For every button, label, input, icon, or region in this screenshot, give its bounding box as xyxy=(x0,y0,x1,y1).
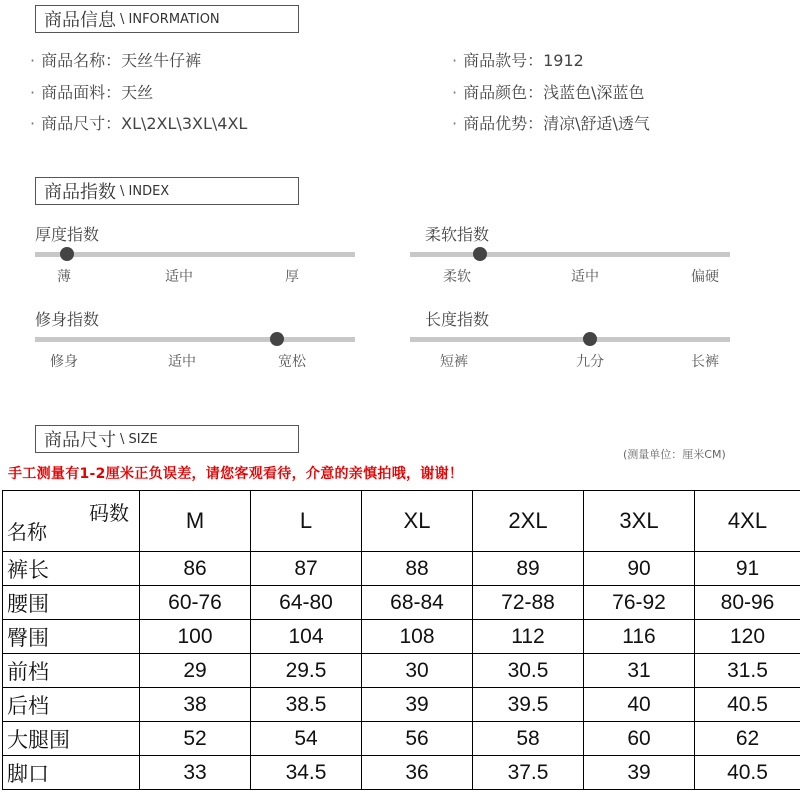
softness-label-high: 偏硬 xyxy=(691,269,719,285)
column-header: L xyxy=(251,491,362,552)
table-cell: 100 xyxy=(140,620,251,654)
fit-label-low: 修身 xyxy=(50,354,78,370)
row-name: 脚口 xyxy=(3,756,140,790)
unit-note: (测量单位：厘米CM) xyxy=(623,448,726,461)
thickness-slider-knob xyxy=(60,247,74,261)
info-advantage: · 商品优势：清凉\舒适\透气 xyxy=(452,114,650,133)
row-name: 腰围 xyxy=(3,586,140,620)
row-name: 大腿围 xyxy=(3,722,140,756)
table-cell: 40 xyxy=(584,688,695,722)
fit-slider-knob xyxy=(270,332,284,346)
table-cell: 39 xyxy=(584,756,695,790)
table-cell: 30.5 xyxy=(473,654,584,688)
table-cell: 116 xyxy=(584,620,695,654)
fit-index-title: 修身指数 xyxy=(35,310,100,329)
table-cell: 76-92 xyxy=(584,586,695,620)
bullet-icon: · xyxy=(30,114,36,133)
thickness-label-low: 薄 xyxy=(57,269,71,285)
info-name: · 商品名称：天丝牛仔裤 xyxy=(30,51,202,70)
table-row xyxy=(3,756,800,790)
size-table xyxy=(2,490,800,790)
table-cell: 108 xyxy=(362,620,473,654)
bullet-icon: · xyxy=(30,51,36,70)
length-slider-knob xyxy=(583,332,597,346)
length-label-mid: 九分 xyxy=(576,354,604,370)
size-table-header-row xyxy=(3,491,800,552)
table-row xyxy=(3,552,800,586)
column-header: 2XL xyxy=(473,491,584,552)
row-name: 裤长 xyxy=(3,552,140,586)
table-cell: 54 xyxy=(251,722,362,756)
table-row xyxy=(3,722,800,756)
table-cell: 64-80 xyxy=(251,586,362,620)
length-slider-track xyxy=(410,337,730,342)
table-cell: 58 xyxy=(473,722,584,756)
column-header: 4XL xyxy=(695,491,800,552)
table-cell: 90 xyxy=(584,552,695,586)
thickness-label-high: 厚 xyxy=(285,269,299,285)
information-title: 商品信息 xyxy=(44,10,116,31)
table-row xyxy=(3,620,800,654)
table-cell: 36 xyxy=(362,756,473,790)
table-cell: 60 xyxy=(584,722,695,756)
index-header xyxy=(35,177,299,205)
fit-label-mid: 适中 xyxy=(168,354,196,370)
table-cell: 68-84 xyxy=(362,586,473,620)
table-cell: 40.5 xyxy=(695,688,800,722)
softness-slider-track xyxy=(410,252,730,257)
table-cell: 39 xyxy=(362,688,473,722)
table-row xyxy=(3,654,800,688)
column-header: M xyxy=(140,491,251,552)
table-cell: 112 xyxy=(473,620,584,654)
fit-label-high: 宽松 xyxy=(278,354,306,370)
info-style-no: · 商品款号：1912 xyxy=(452,51,584,70)
measurement-warning: 手工测量有1-2厘米正负误差，请您客观看待，介意的亲慎拍哦，谢谢！ xyxy=(8,466,464,482)
table-cell: 38.5 xyxy=(251,688,362,722)
table-row xyxy=(3,688,800,722)
size-title: 商品尺寸 xyxy=(44,430,116,451)
table-cell: 31.5 xyxy=(695,654,800,688)
bullet-icon: · xyxy=(452,114,458,133)
softness-index-title: 柔软指数 xyxy=(425,225,490,244)
table-cell: 87 xyxy=(251,552,362,586)
table-cell: 120 xyxy=(695,620,800,654)
table-cell: 39.5 xyxy=(473,688,584,722)
table-cell: 60-76 xyxy=(140,586,251,620)
information-subtitle: \ INFORMATION xyxy=(120,11,220,27)
table-cell: 37.5 xyxy=(473,756,584,790)
fit-slider-track xyxy=(35,337,355,342)
length-label-high: 长裤 xyxy=(691,354,719,370)
table-cell: 72-88 xyxy=(473,586,584,620)
table-cell: 91 xyxy=(695,552,800,586)
table-cell: 40.5 xyxy=(695,756,800,790)
column-header: 3XL xyxy=(584,491,695,552)
information-header xyxy=(35,5,299,33)
thickness-label-mid: 适中 xyxy=(165,269,193,285)
thickness-index-title: 厚度指数 xyxy=(35,225,100,244)
table-cell: 56 xyxy=(362,722,473,756)
corner-size-label: 码数 xyxy=(89,501,129,525)
bullet-icon: · xyxy=(30,83,36,102)
table-cell: 88 xyxy=(362,552,473,586)
bullet-icon: · xyxy=(452,83,458,102)
table-cell: 29 xyxy=(140,654,251,688)
softness-label-mid: 适中 xyxy=(571,269,599,285)
softness-label-low: 柔软 xyxy=(443,269,471,285)
table-row xyxy=(3,586,800,620)
table-cell: 86 xyxy=(140,552,251,586)
corner-name-label: 名称 xyxy=(7,520,47,544)
row-name: 后档 xyxy=(3,688,140,722)
table-cell: 29.5 xyxy=(251,654,362,688)
info-color: · 商品颜色：浅蓝色\深蓝色 xyxy=(452,83,645,102)
table-corner-cell xyxy=(3,491,140,552)
table-cell: 89 xyxy=(473,552,584,586)
table-cell: 34.5 xyxy=(251,756,362,790)
bullet-icon: · xyxy=(452,51,458,70)
table-cell: 30 xyxy=(362,654,473,688)
info-fabric: · 商品面料：天丝 xyxy=(30,83,154,102)
column-header: XL xyxy=(362,491,473,552)
length-index-title: 长度指数 xyxy=(425,310,490,329)
table-cell: 33 xyxy=(140,756,251,790)
table-cell: 62 xyxy=(695,722,800,756)
length-label-low: 短裤 xyxy=(440,354,468,370)
table-cell: 31 xyxy=(584,654,695,688)
index-title: 商品指数 xyxy=(44,182,116,203)
index-subtitle: \ INDEX xyxy=(120,183,170,199)
table-cell: 80-96 xyxy=(695,586,800,620)
table-cell: 104 xyxy=(251,620,362,654)
table-cell: 38 xyxy=(140,688,251,722)
row-name: 臀围 xyxy=(3,620,140,654)
softness-slider-knob xyxy=(473,247,487,261)
thickness-slider-track xyxy=(35,252,355,257)
row-name: 前档 xyxy=(3,654,140,688)
info-size: · 商品尺寸：XL\2XL\3XL\4XL xyxy=(30,114,248,133)
table-cell: 52 xyxy=(140,722,251,756)
size-subtitle: \ SIZE xyxy=(120,431,158,447)
size-header xyxy=(35,425,299,453)
